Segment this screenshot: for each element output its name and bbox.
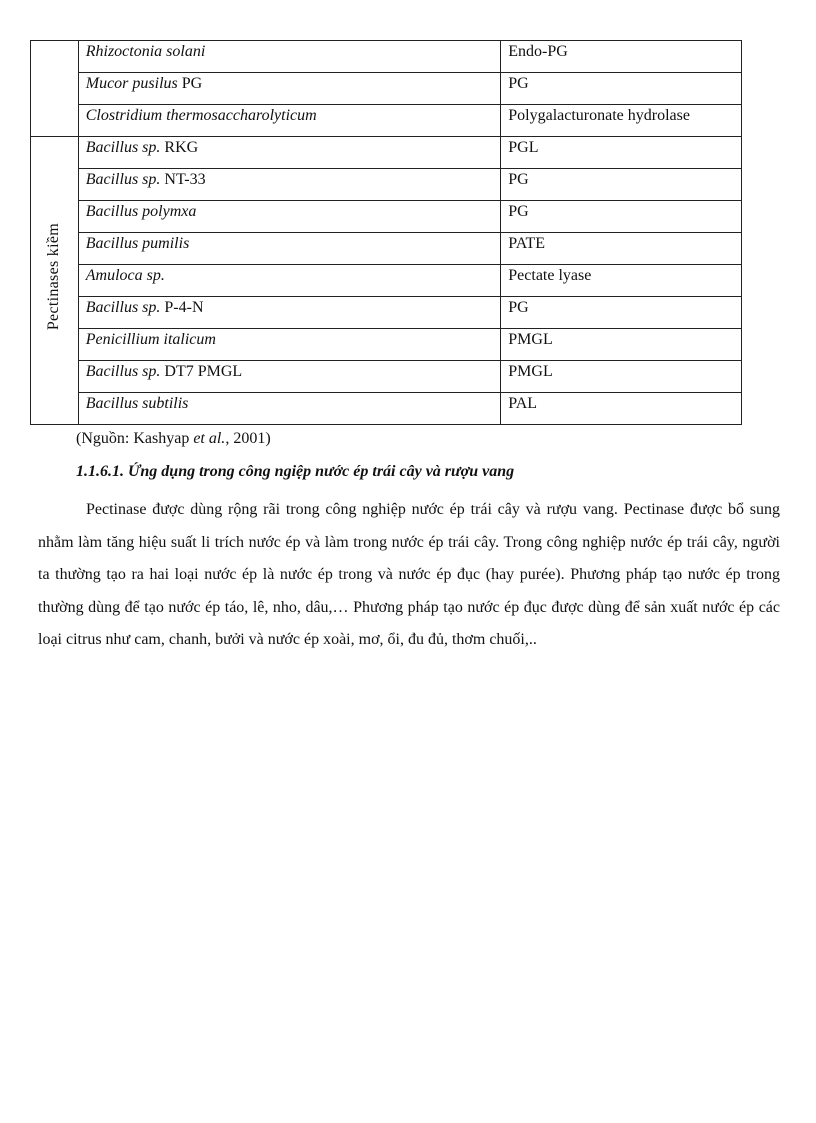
enzyme-cell: PG [501,73,742,105]
organism-cell [78,265,501,297]
organism-name: Bacillus polymxa [85,203,197,220]
organism-suffix: P-4-N [160,299,204,316]
organism-cell [78,329,501,361]
group-label-cell [31,137,79,425]
enzyme-cell: PAL [501,393,742,425]
organism-name: Clostridium thermosaccharolyticum [85,107,317,124]
organism-name: Bacillus sp. [85,363,161,380]
table-row [31,329,742,361]
source-prefix: (Nguồn: Kashyap [76,430,194,447]
organism-cell [78,137,501,169]
organism-name: Bacillus sp. [85,299,161,316]
table-row [31,201,742,233]
enzyme-cell: PG [501,169,742,201]
table-row [31,265,742,297]
organism-name: Amuloca sp. [85,267,165,284]
enzyme-cell: Pectate lyase [501,265,742,297]
section-heading: 1.1.6.1. Ứng dụng trong công ngiệp nước ép trái cây và rượu vang [76,463,515,480]
table-row [31,393,742,425]
table-row [31,41,742,73]
organism-cell [78,297,501,329]
organism-suffix: RKG [160,139,199,156]
organism-cell [78,41,501,73]
organism-cell [78,201,501,233]
organism-suffix: NT-33 [160,171,206,188]
organism-name: Bacillus sp. [85,171,161,188]
organism-cell [78,105,501,137]
table-row [31,105,742,137]
enzyme-table [30,40,742,425]
organism-name: Penicillium italicum [85,331,216,348]
organism-cell [78,73,501,105]
table-row [31,169,742,201]
organism-suffix: PG [177,75,203,92]
enzyme-cell: PATE [501,233,742,265]
organism-suffix: DT7 PMGL [160,363,243,380]
organism-cell [78,169,501,201]
table-row [31,233,742,265]
body-paragraph: Pectinase được dùng rộng rãi trong công nghiệp nước ép trái cây và rượu vang. Pectinase được bổ sung nhằm làm tăng hiệu suất li trích nước ép và làm trong nước ép trái cây. Trong công nghiệp nước ép trái cây, người ta thường tạo ra hai loại nước ép là nước ép trong và nước ép đục (hay purée). Phương pháp tạo nước ép trong thường dùng để tạo nước ép táo, lê, nho, dâu,… Phương pháp tạo nước ép đục được dùng để sản xuất nước ép các loại citrus như cam, chanh, bưởi và nước ép xoài, mơ, ổi, đu đủ, thơm chuối,.. [38,501,780,648]
group-label-cell [31,41,79,137]
enzyme-cell: Endo-PG [501,41,742,73]
table-row [31,73,742,105]
organism-name: Bacillus subtilis [85,395,189,412]
enzyme-cell: PGL [501,137,742,169]
organism-name: Bacillus sp. [85,139,161,156]
table-row [31,297,742,329]
organism-name: Mucor pusilus [85,75,178,92]
organism-name: Bacillus pumilis [85,235,190,252]
organism-cell [78,233,501,265]
enzyme-cell: PMGL [501,361,742,393]
organism-cell [78,393,501,425]
organism-cell [78,361,501,393]
table-row [31,137,742,169]
enzyme-cell: Polygalacturonate hydrolase [501,105,742,137]
group-label: Pectinases kiềm [45,223,63,331]
table-row [31,361,742,393]
organism-name: Rhizoctonia solani [85,43,206,60]
enzyme-cell: PG [501,201,742,233]
source-et-al: et al. [193,430,226,447]
enzyme-cell: PMGL [501,329,742,361]
enzyme-cell: PG [501,297,742,329]
table-source-note [76,430,271,448]
source-suffix: , 2001) [225,430,271,447]
